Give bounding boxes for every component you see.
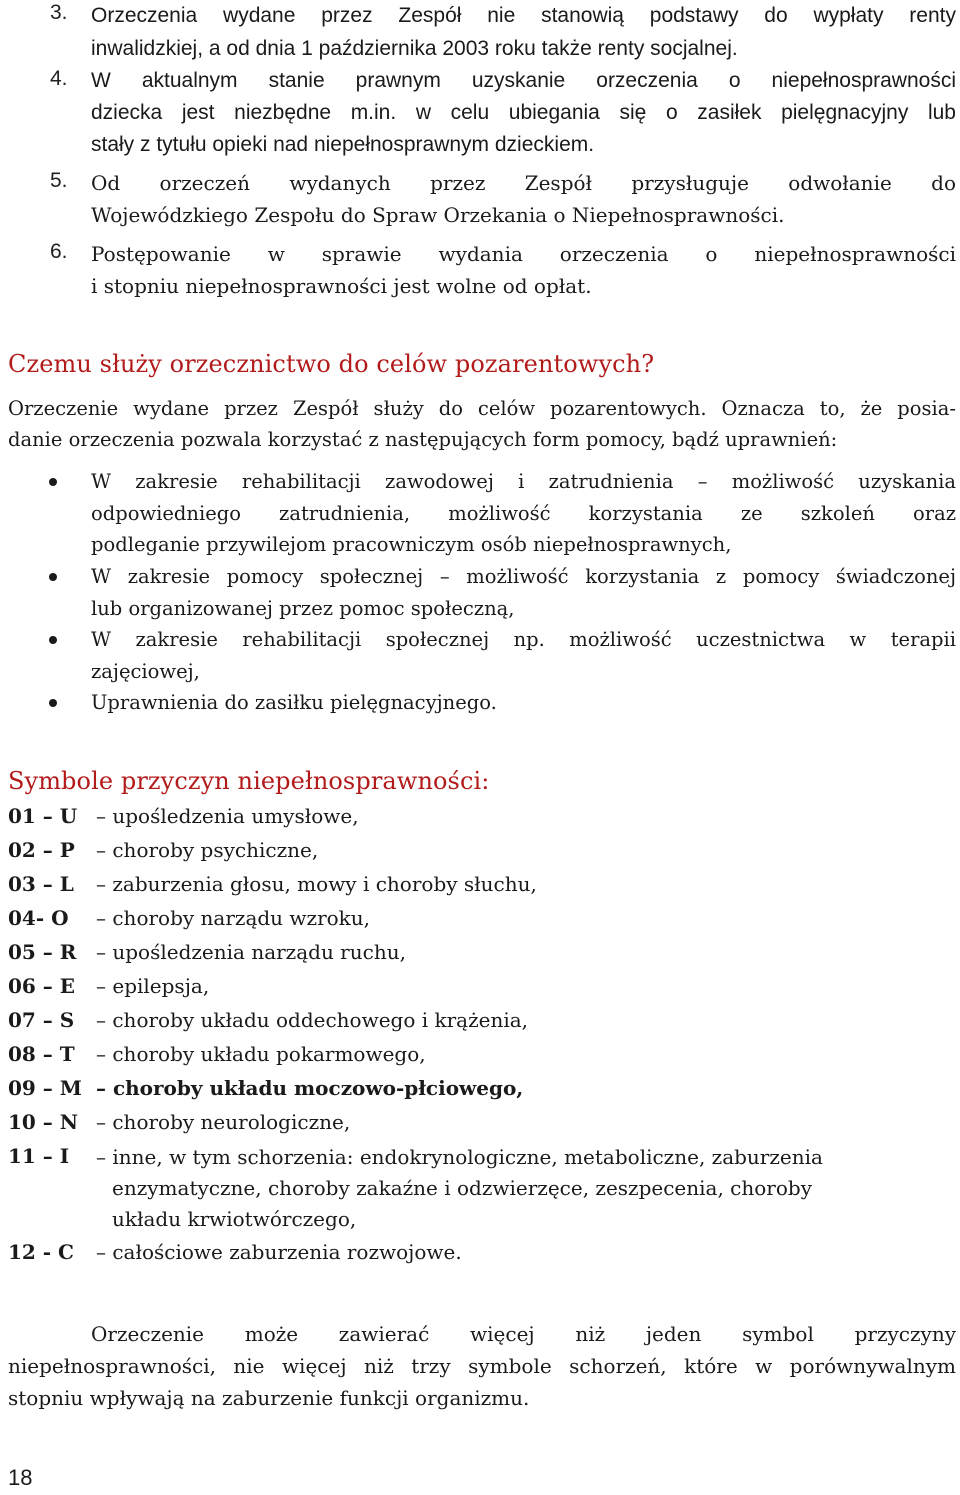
intro-paragraph xyxy=(8,393,956,455)
symbol-code: 09 – M xyxy=(8,1076,82,1100)
bullet-icon xyxy=(49,478,57,486)
symbol-code: 05 – R xyxy=(8,940,77,964)
item-text xyxy=(91,167,956,231)
symbols-heading: Symbole przyczyn niepełnosprawności: xyxy=(8,767,490,795)
bullet-text xyxy=(91,466,956,561)
symbol-row xyxy=(8,1042,958,1076)
section-heading: Czemu służy orzecznictwo do celów pozarentowych? xyxy=(8,350,655,378)
symbol-row xyxy=(8,1076,958,1110)
text-line: odpowiedniego zatrudnienia, możliwość korzystania ze szkoleń oraz xyxy=(91,501,956,525)
bullet-text xyxy=(91,687,956,719)
symbol-row xyxy=(8,1240,958,1274)
text-line: zajęciowej, xyxy=(91,659,200,683)
symbol-code: 10 – N xyxy=(8,1110,79,1134)
bullet-icon xyxy=(49,699,57,707)
symbol-description: – epilepsja, xyxy=(96,974,210,998)
symbol-code: 12 - C xyxy=(8,1240,74,1264)
symbol-row xyxy=(8,1144,958,1240)
text-line: inwalidzkiej, a od dnia 1 października 2003 roku także renty socjalnej. xyxy=(91,37,738,60)
text-line: podleganie przywilejom pracowniczym osób niepełnosprawnych, xyxy=(91,533,732,556)
symbol-row xyxy=(8,804,958,838)
symbol-code: 06 – E xyxy=(8,974,76,998)
text-line: stały z tytułu opieki nad niepełnosprawnym dzieckiem. xyxy=(91,133,595,156)
symbol-code: 01 – U xyxy=(8,804,78,828)
text-line: układu krwiotwórczego, xyxy=(112,1207,357,1231)
symbol-code: 03 – L xyxy=(8,872,74,896)
symbol-description: – choroby psychiczne, xyxy=(96,838,319,862)
item-text xyxy=(91,238,956,302)
symbol-row xyxy=(8,1008,958,1042)
item-number: 5. xyxy=(50,169,68,192)
text-line: danie orzeczenia pozwala korzystać z następujących form pomocy, bądź uprawnień: xyxy=(8,428,838,451)
text-line: stopniu wpływają na zaburzenie funkcji organizmu. xyxy=(8,1386,530,1410)
bullet-icon xyxy=(49,573,57,581)
text-line: Uprawnienia do zasiłku pielęgnacyjnego. xyxy=(91,691,497,714)
symbol-description: – choroby układu moczowo-płciowego, xyxy=(96,1076,524,1100)
symbol-code: 04- O xyxy=(8,906,69,930)
bullet-icon xyxy=(49,636,57,644)
symbol-code: 07 – S xyxy=(8,1008,75,1032)
page-number: 18 xyxy=(8,1465,33,1490)
text-line: i stopniu niepełnosprawności jest wolne od opłat. xyxy=(91,274,592,298)
text-line: niepełnosprawności, nie więcej niż trzy symbole schorzeń, które w porównywalnym xyxy=(8,1354,956,1378)
symbol-description: – całościowe zaburzenia rozwojowe. xyxy=(96,1240,462,1264)
item-number: 4. xyxy=(50,67,68,90)
item-text xyxy=(91,0,956,65)
text-line: W aktualnym stanie prawnym uzyskanie orzeczenia o niepełnosprawności xyxy=(91,69,956,92)
text-line: Od orzeczeń wydanych przez Zespół przysługuje odwołanie do xyxy=(91,171,956,195)
symbol-row xyxy=(8,838,958,872)
text-line: dziecka jest niezbędne m.in. w celu ubiegania się o zasiłek pielęgnacyjny lub xyxy=(91,101,956,124)
item-number: 3. xyxy=(50,1,68,24)
text-line: Postępowanie w sprawie wydania orzeczenia o niepełnosprawności xyxy=(91,242,956,266)
symbol-description: – choroby narządu wzroku, xyxy=(96,906,371,930)
closing-paragraph xyxy=(8,1318,956,1414)
symbol-row xyxy=(8,974,958,1008)
symbol-code: 08 – T xyxy=(8,1042,75,1066)
item-text xyxy=(91,65,956,161)
symbol-row xyxy=(8,872,958,906)
text-line: enzymatyczne, choroby zakaźne i odzwierzęce, zeszpecenia, choroby xyxy=(112,1176,813,1200)
symbol-description: – choroby układu oddechowego i krążenia, xyxy=(96,1008,529,1032)
symbol-description: – zaburzenia głosu, mowy i choroby słuchu, xyxy=(96,872,537,896)
text-line: – inne, w tym schorzenia: endokrynologiczne, metaboliczne, zaburzenia xyxy=(96,1145,823,1169)
text-line: lub organizowanej przez pomoc społeczną, xyxy=(91,596,515,620)
text-line: Orzeczenia wydane przez Zespół nie stanowią podstawy do wypłaty renty xyxy=(91,4,956,27)
text-line: W zakresie pomocy społecznej – możliwość korzystania z pomocy świadczonej xyxy=(91,565,956,588)
bullet-text xyxy=(91,561,956,624)
text-line: W zakresie rehabilitacji społecznej np. możliwość uczestnictwa w terapii xyxy=(91,628,956,651)
text-line: Orzeczenie wydane przez Zespół służy do celów pozarentowych. Oznacza to, że posia- xyxy=(8,397,956,420)
symbol-row xyxy=(8,940,958,974)
symbol-row xyxy=(8,906,958,940)
symbol-description: – choroby neurologiczne, xyxy=(96,1110,351,1134)
bullet-text xyxy=(91,624,956,687)
symbol-description: – choroby układu pokarmowego, xyxy=(96,1042,426,1066)
symbol-description: – upośledzenia umysłowe, xyxy=(96,804,359,828)
symbol-code: 02 – P xyxy=(8,838,75,862)
item-number: 6. xyxy=(50,240,68,263)
text-line: Orzeczenie może zawierać więcej niż jeden symbol przyczyny xyxy=(91,1322,956,1346)
symbol-row xyxy=(8,1110,958,1144)
symbol-description: – upośledzenia narządu ruchu, xyxy=(96,940,406,964)
symbol-description xyxy=(96,1142,823,1235)
symbol-code: 11 – I xyxy=(8,1144,70,1168)
text-line: Wojewódzkiego Zespołu do Spraw Orzekania o Niepełnosprawności. xyxy=(91,203,785,227)
text-line: W zakresie rehabilitacji zawodowej i zatrudnienia – możliwość uzyskania xyxy=(91,470,956,493)
